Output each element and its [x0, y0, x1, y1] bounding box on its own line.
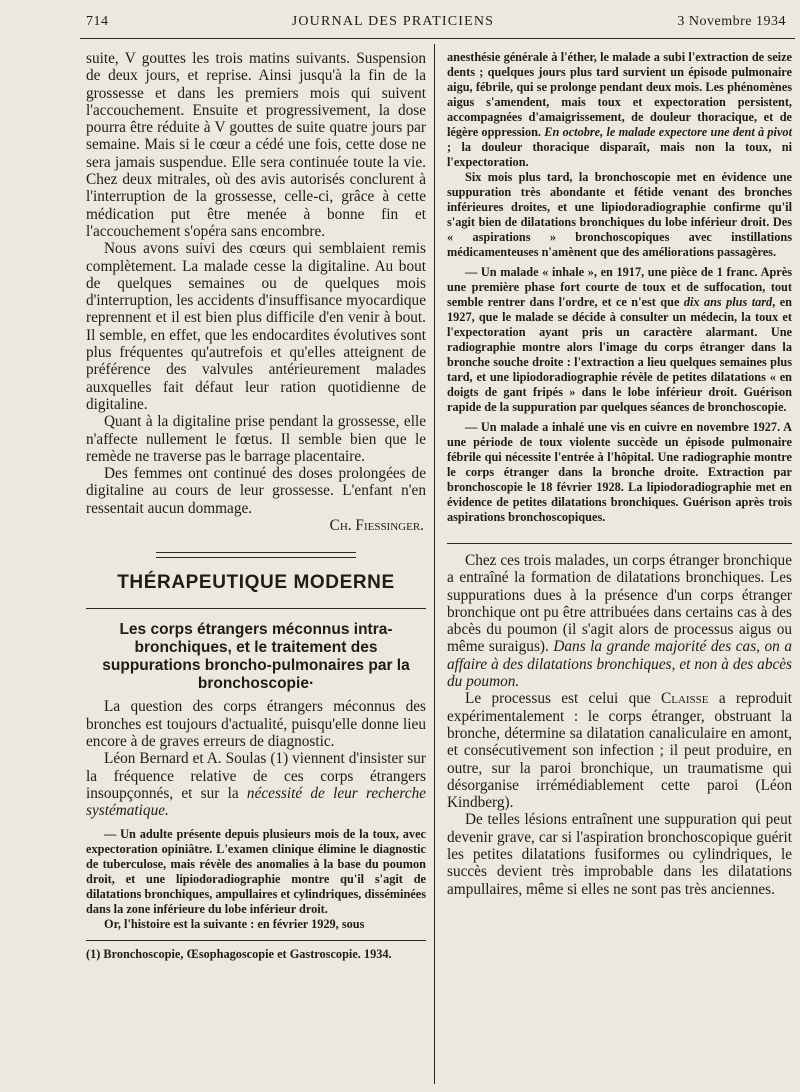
emphasis: En octobre, le malade expectore une dent à pivot — [544, 125, 792, 139]
text: — Un malade « inhale », en 1917, une pièce de 1 franc. Après une première phase fort courte de toux et de suffocation, tout semble rentrer dans l'ordre, et ce n'est que — [447, 265, 792, 309]
article-title: Les corps étrangers méconnus intra-bronchiques, et le traitement des suppurations broncho-pulmonaires par la bronchoscopie· — [102, 621, 410, 693]
paragraph: suite, V gouttes les trois matins suivants. Suspension de deux jours, et reprise. Ainsi jusqu'à la fin de la grossesse et dans les premiers mois qui suivent l'accouchement. Ensuite et progressivement, la dose pourra être réduite à V gouttes de suite quatre jours par semaine. Mais si le cœur a cédé une fois, cette dose ne sera jamais suspendue. Elle sera continuée toute la vie. Chez deux mitrales, où des avis autorisés conclurent à l'interruption de la grossesse, celle-ci, grâce à cette médication put être menée à bonne fin et l'accouchement s'opéra sans encombre. — [86, 50, 426, 240]
section-rule — [156, 552, 356, 558]
case-report — [447, 50, 792, 170]
paragraph: Nous avons suivi des cœurs qui semblaient remis complètement. La malade cesse la digitaline. Au bout de quelques semaines ou de quelques mois d'interruption, les accidents d'insuffisance myocardique reprennent et il est bien plus difficile d'en venir à bout. Il semble, en effet, que les endocardites évolutives sont plus fréquentes qu'autrefois et qu'elles atteignent de préférence des valvules antérieurement malades auxquelles fait défaut leur ration quotidienne de digitaline. — [86, 240, 426, 413]
case-report: Six mois plus tard, la bronchoscopie met en évidence une suppuration très abondante et fétide venant des bronches inférieures droites, et une lipiodoradiographie confirme qu'il s'agit bien de dilatations bronchiques du lobe inférieur droit. Des « aspirations » bronchoscopiques avec instillations médicamenteuses n'amènent que des améliorations passagères. — [447, 170, 792, 259]
left-column — [86, 50, 426, 962]
paragraph: Des femmes ont continué des doses prolongées de digitaline au cours de leur grossesse. L'enfant n'en ressentait aucun dommage. — [86, 465, 426, 517]
case-report — [447, 265, 792, 415]
paragraph — [447, 690, 792, 811]
paragraph — [86, 750, 426, 819]
section-title: THÉRAPEUTIQUE MODERNE — [117, 572, 395, 594]
author-name: Claisse — [661, 690, 709, 708]
page-header — [86, 14, 786, 40]
journal-title: JOURNAL DES PRATICIENS — [291, 14, 495, 29]
emphasis: nécessité de leur recherche systématique. — [86, 784, 427, 820]
paragraph: La question des corps étrangers méconnus des bronches est toujours d'actualité, puisqu'elle donne lieu encore à de graves erreurs de diagnostic. — [86, 698, 426, 750]
page-number: 714 — [86, 14, 109, 29]
column-divider — [434, 44, 435, 1084]
case-report: Or, l'histoire est la suivante : en février 1929, sous — [104, 917, 365, 932]
text: , en 1927, que le malade se décide à consulter un médecin, la toux et l'expectoration ayant pris un caractère alarmant. Une radiographie montre alors l'image du corps étranger dans la bronche souche droite : l'extraction a lieu quelques semaines plus tard, et une lipiodoradiographie révèle de petites dilatations « en doigts de gant fripés » dans le lobe inférieur droit. Guérison rapide de la suppuration par quelques séances de bronchoscopie. — [447, 295, 792, 414]
footnote: (1) Bronchoscopie, Œsophagoscopie et Gastroscopie. 1934. — [86, 947, 392, 962]
case-report: — Un adulte présente depuis plusieurs mois de la toux, avec expectoration opiniâtre. L'examen clinique élimine le diagnostic de tuberculose, mais révèle des anomalies à la base du poumon droit, et une lipiodoradiographie montre qu'il s'agit de dilatations bronchiques, ampullaires et cylindriques, disséminées dans la zone inférieure du lobe inférieur droit. — [86, 827, 426, 917]
paragraph — [447, 552, 792, 690]
emphasis: dix ans plus tard — [683, 295, 773, 309]
paragraph: Quant à la digitaline prise pendant la grossesse, elle n'affecte nullement le fœtus. Il semble bien que le remède ne traverse pas le barrage placentaire. — [86, 413, 426, 465]
emphasis: Dans la grande majorité des cas, on a affaire à des dilatations bronchiques, et non à des abcès du poumon. — [447, 638, 792, 691]
case-report: — Un malade a inhalé une vis en cuivre en novembre 1927. A une période de toux violente succède un épisode pulmonaire fébrile qui nécessite l'entrée à l'hôpital. Une radiographie montre le corps étranger dans la bronche droite. Extraction par bronchoscopie le 18 février 1928. La lipiodoradiographie met en évidence de petites dilatations bronchiques. Guérison après trois aspirations bronchoscopiques. — [447, 420, 792, 524]
text: a reproduit expérimentalement : le corps étranger, obstruant la bronche, détermine sa dilatation canaliculaire en amont, et consécutivement son infection ; il peut produire, en outre, sur la paroi bronchique, un traumatisme qui désorganise irrémédiablement cette paroi (Léon Kindberg). — [447, 690, 792, 812]
paragraph: De telles lésions entraînent une suppuration qui peut devenir grave, car si l'aspiration bronchoscopique guérit les petites dilatations fusiformes ou cylindriques, le succès devient très improbable dans les dilatations ampullaires, même si elles ne sont pas très anciennes. — [447, 811, 792, 898]
footnote-rule — [86, 940, 426, 941]
text: anesthésie générale à l'éther, le malade a subi l'extraction de seize dents ; quelques jours plus tard survient un épisode pulmonaire aigu, fébrile, qui se prolonge pendant deux mois. Les phénomènes aigus s'amendent, mais toux et expectoration persistent, accompagnées d'amaigrissement, de douleur thoracique, et de légère oppression. — [447, 50, 792, 139]
paragraph-text: Léon Bernard et A. Soulas (1) viennent d'insister sur la fréquence relative de ces corps étrangers insoupçonnés, et sur la — [86, 750, 426, 802]
issue-date: 3 Novembre 1934 — [677, 14, 786, 29]
text: ; la douleur thoracique disparaît, mais non la toux, ni l'expectoration. — [447, 140, 792, 169]
right-column — [447, 50, 792, 898]
header-rule — [80, 38, 795, 39]
section-rule-bottom — [86, 608, 426, 609]
text: Chez ces trois malades, un corps étranger bronchique a entraîné la formation de dilatations bronchiques. Les suppurations dues à la présence d'un corps étranger bronchique ont pu être attribuées dans certains cas à des abcès du poumon (il s'agit alors de processus aigus ou même suraigus). — [447, 552, 792, 656]
text: Le processus est celui que — [465, 690, 662, 708]
author-signature: Ch. Fiessinger. — [329, 517, 424, 535]
